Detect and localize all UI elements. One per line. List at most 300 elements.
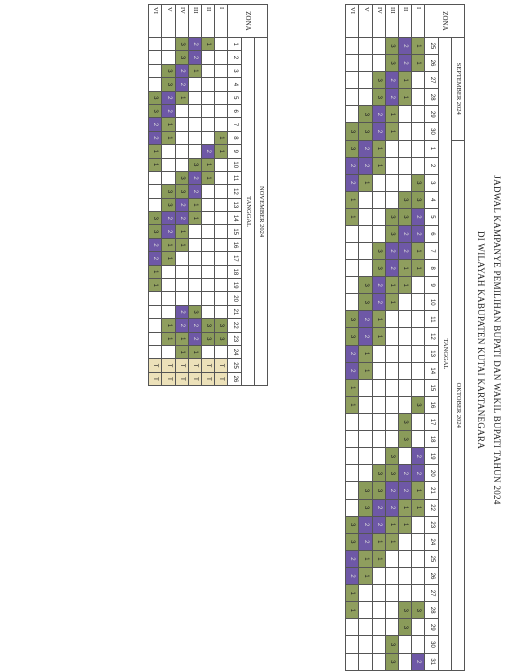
day-header-row (425, 5, 438, 671)
schedule-table-november (148, 4, 268, 386)
schedule-cell (372, 191, 385, 208)
schedule-cell: 1 (188, 212, 201, 225)
schedule-cell (412, 550, 425, 567)
schedule-cell (202, 252, 215, 265)
schedule-cell (399, 448, 412, 465)
schedule-cell (372, 379, 385, 396)
schedule-cell: 1 (346, 208, 359, 225)
schedule-cell: 3 (202, 319, 215, 332)
schedule-cell: 3 (399, 602, 412, 619)
schedule-cell: 1 (188, 64, 201, 77)
zone-row (188, 5, 201, 386)
schedule-cell (372, 345, 385, 362)
schedule-cell (359, 260, 372, 277)
day-header: 22 (425, 499, 438, 516)
day-header: 31 (425, 653, 438, 670)
zone-label: V (162, 5, 175, 38)
zone-row (385, 5, 398, 671)
day-header: 15 (425, 379, 438, 396)
schedule-cell: 1 (162, 238, 175, 251)
day-header: 28 (425, 89, 438, 106)
schedule-cell (162, 51, 175, 64)
schedule-cell (399, 123, 412, 140)
zone-label: I (215, 5, 228, 38)
schedule-cell (372, 362, 385, 379)
schedule-cell: 1 (372, 533, 385, 550)
schedule-cell: 2 (372, 277, 385, 294)
schedule-cell (215, 238, 228, 251)
day-header: 23 (425, 516, 438, 533)
tanggal-header-row (438, 5, 451, 671)
schedule-cell (399, 345, 412, 362)
schedule-cell: 1 (162, 118, 175, 131)
schedule-cell (372, 602, 385, 619)
schedule-cell (399, 106, 412, 123)
schedule-cell (399, 362, 412, 379)
schedule-cell: T (175, 359, 188, 372)
schedule-cell: 2 (385, 482, 398, 499)
schedule-cell (372, 174, 385, 191)
schedule-cell: 1 (372, 140, 385, 157)
schedule-cell (412, 345, 425, 362)
zone-row (162, 5, 175, 386)
schedule-cell (346, 294, 359, 311)
zone-label: III (385, 5, 398, 38)
zone-label: III (188, 5, 201, 38)
schedule-cell: 1 (399, 72, 412, 89)
schedule-cell (385, 345, 398, 362)
schedule-cell: 1 (346, 396, 359, 413)
day-header: 16 (425, 396, 438, 413)
schedule-cell: 3 (385, 225, 398, 242)
schedule-cell: 3 (372, 72, 385, 89)
schedule-cell: 1 (188, 345, 201, 358)
day-header: 12 (425, 328, 438, 345)
schedule-cell (188, 118, 201, 131)
schedule-cell (202, 51, 215, 64)
schedule-cell (412, 123, 425, 140)
day-header: 18 (425, 431, 438, 448)
schedule-cell (412, 106, 425, 123)
schedule-cell (412, 328, 425, 345)
schedule-cell (372, 396, 385, 413)
day-header: 5 (425, 208, 438, 225)
schedule-cell: 2 (399, 37, 412, 54)
schedule-cell (359, 379, 372, 396)
schedule-cell (372, 585, 385, 602)
schedule-cell: 2 (149, 252, 162, 265)
day-header: 2 (228, 51, 241, 64)
schedule-cell: 2 (175, 198, 188, 211)
schedule-cell: 1 (372, 328, 385, 345)
schedule-cell (385, 550, 398, 567)
day-header: 12 (228, 185, 241, 198)
schedule-cell: 3 (399, 208, 412, 225)
schedule-cell: 3 (412, 396, 425, 413)
schedule-cell (399, 568, 412, 585)
day-header: 4 (228, 78, 241, 91)
schedule-cell: 3 (175, 51, 188, 64)
schedule-cell (202, 78, 215, 91)
schedule-cell (372, 431, 385, 448)
schedule-cell (399, 294, 412, 311)
schedule-cell (359, 465, 372, 482)
schedule-cell: 3 (385, 653, 398, 670)
schedule-cell (372, 55, 385, 72)
schedule-cell (399, 379, 412, 396)
schedule-cell (175, 104, 188, 117)
schedule-cell (372, 653, 385, 670)
day-header: 27 (425, 585, 438, 602)
day-header-row (228, 5, 241, 386)
schedule-cell (215, 78, 228, 91)
schedule-cell: 2 (385, 243, 398, 260)
schedule-cell (162, 158, 175, 171)
schedule-cell: 1 (412, 55, 425, 72)
day-header: 11 (425, 311, 438, 328)
schedule-cell (385, 619, 398, 636)
schedule-cell (175, 292, 188, 305)
schedule-cell: 3 (359, 482, 372, 499)
schedule-cell (346, 225, 359, 242)
schedule-cell (149, 345, 162, 358)
schedule-cell: 1 (399, 277, 412, 294)
schedule-cell (412, 619, 425, 636)
schedule-cell (162, 171, 175, 184)
schedule-cell: 3 (188, 305, 201, 318)
schedule-cell: 1 (149, 145, 162, 158)
schedule-cell: 2 (399, 225, 412, 242)
schedule-cell (372, 448, 385, 465)
schedule-cell (412, 294, 425, 311)
schedule-cell (149, 171, 162, 184)
day-header: 1 (425, 140, 438, 157)
schedule-cell: 3 (399, 414, 412, 431)
schedule-cell: 1 (412, 482, 425, 499)
zone-row (175, 5, 188, 386)
schedule-cell: 2 (202, 145, 215, 158)
zone-label: VI (346, 5, 359, 38)
schedule-cell (202, 131, 215, 144)
schedule-cell (359, 191, 372, 208)
schedule-cell: 1 (215, 145, 228, 158)
schedule-cell (215, 38, 228, 51)
zone-row (399, 5, 412, 671)
day-header: 26 (425, 55, 438, 72)
schedule-cell (149, 51, 162, 64)
schedule-cell (346, 260, 359, 277)
zone-row (202, 5, 215, 386)
day-header: 23 (228, 332, 241, 345)
day-header: 8 (228, 131, 241, 144)
schedule-cell: 2 (188, 51, 201, 64)
schedule-cell (412, 533, 425, 550)
schedule-cell (188, 292, 201, 305)
schedule-cell: 1 (359, 345, 372, 362)
schedule-cell (346, 277, 359, 294)
schedule-cell (215, 345, 228, 358)
schedule-cell (162, 265, 175, 278)
schedule-cell: 1 (359, 568, 372, 585)
schedule-cell (399, 533, 412, 550)
schedule-cell (399, 550, 412, 567)
schedule-cell: 3 (346, 140, 359, 157)
schedule-cell (359, 37, 372, 54)
tanggal-header-row (241, 5, 254, 386)
schedule-cell: 2 (372, 499, 385, 516)
schedule-cell (359, 653, 372, 670)
day-header: 10 (228, 158, 241, 171)
schedule-cell: 3 (359, 294, 372, 311)
schedule-cell (149, 292, 162, 305)
schedule-cell (162, 145, 175, 158)
schedule-cell (385, 157, 398, 174)
zone-row (372, 5, 385, 671)
schedule-cell (202, 91, 215, 104)
schedule-cell (215, 91, 228, 104)
day-header: 16 (228, 238, 241, 251)
schedule-cell: 2 (412, 653, 425, 670)
schedule-cell: 3 (359, 123, 372, 140)
schedule-cell: T (162, 359, 175, 372)
schedule-cell: 1 (162, 252, 175, 265)
schedule-cell: 2 (346, 174, 359, 191)
schedule-cell: 1 (202, 158, 215, 171)
schedule-cell: 2 (412, 465, 425, 482)
schedule-cell (359, 208, 372, 225)
day-header: 13 (425, 345, 438, 362)
schedule-cell: 3 (215, 332, 228, 345)
schedule-cell (412, 516, 425, 533)
day-header: 9 (228, 145, 241, 158)
day-header: 3 (228, 64, 241, 77)
schedule-cell (372, 225, 385, 242)
schedule-cell: 1 (175, 332, 188, 345)
schedule-cell (215, 252, 228, 265)
schedule-cell (385, 568, 398, 585)
schedule-table-sept-oct (345, 4, 465, 671)
day-header: 25 (228, 359, 241, 372)
schedule-cell: 1 (162, 319, 175, 332)
schedule-cell (346, 37, 359, 54)
schedule-cell (175, 118, 188, 131)
schedule-cell: 2 (162, 212, 175, 225)
day-header: 29 (425, 106, 438, 123)
schedule-cell: T (215, 372, 228, 385)
schedule-cell (399, 174, 412, 191)
schedule-cell (346, 448, 359, 465)
schedule-cell (385, 328, 398, 345)
schedule-cell: 2 (399, 243, 412, 260)
schedule-cell: T (149, 359, 162, 372)
schedule-cell (399, 585, 412, 602)
schedule-cell: 1 (385, 516, 398, 533)
day-header: 11 (228, 171, 241, 184)
schedule-cell (412, 277, 425, 294)
zone-label: I (412, 5, 425, 38)
month-header: OKTOBER 2024 (451, 140, 464, 670)
zone-row (359, 5, 372, 671)
day-header: 17 (228, 252, 241, 265)
schedule-cell: 2 (412, 225, 425, 242)
day-header: 13 (228, 198, 241, 211)
schedule-cell (346, 636, 359, 653)
month-header-row (254, 5, 267, 386)
schedule-cell (175, 252, 188, 265)
schedule-cell: 3 (412, 174, 425, 191)
day-header: 7 (228, 118, 241, 131)
schedule-cell (149, 185, 162, 198)
schedule-cell (188, 145, 201, 158)
schedule-cell: 1 (175, 91, 188, 104)
schedule-cell (162, 305, 175, 318)
schedule-cell: 1 (385, 533, 398, 550)
schedule-cell (359, 396, 372, 413)
schedule-cell (359, 585, 372, 602)
schedule-cell (188, 78, 201, 91)
schedule-cell (162, 292, 175, 305)
day-header: 4 (425, 191, 438, 208)
schedule-cell (399, 157, 412, 174)
schedule-cell: 1 (372, 550, 385, 567)
schedule-cell (359, 72, 372, 89)
schedule-cell (175, 131, 188, 144)
schedule-cell (162, 38, 175, 51)
schedule-cell: 1 (399, 260, 412, 277)
schedule-cell (215, 118, 228, 131)
schedule-cell (399, 396, 412, 413)
schedule-cell: 2 (188, 38, 201, 51)
schedule-cell: 2 (175, 319, 188, 332)
schedule-cell: 1 (385, 106, 398, 123)
schedule-cell: 3 (162, 198, 175, 211)
schedule-cell: 3 (385, 37, 398, 54)
schedule-cell (202, 64, 215, 77)
schedule-cell (412, 157, 425, 174)
schedule-cell (346, 89, 359, 106)
schedule-cell: 3 (149, 91, 162, 104)
day-header: 29 (425, 619, 438, 636)
schedule-cell: 1 (346, 602, 359, 619)
schedule-cell (399, 311, 412, 328)
month-header: SEPTEMBER 2024 (451, 37, 464, 140)
document-title: JADWAL KAMPANYE PEMILIHAN BUPATI DAN WAKIL BUPATI TAHUN 2024 (492, 175, 502, 505)
schedule-cell: 3 (175, 38, 188, 51)
schedule-cell: 3 (346, 311, 359, 328)
schedule-cell (359, 448, 372, 465)
schedule-cell: 1 (215, 131, 228, 144)
schedule-cell (359, 89, 372, 106)
zona-header: ZONA (425, 5, 465, 38)
schedule-cell (202, 212, 215, 225)
schedule-cell (188, 131, 201, 144)
schedule-cell: 2 (359, 140, 372, 157)
schedule-cell: 1 (412, 243, 425, 260)
schedule-cell: 2 (372, 294, 385, 311)
schedule-cell: 2 (188, 171, 201, 184)
schedule-cell: T (202, 359, 215, 372)
schedule-cell: T (149, 372, 162, 385)
zone-label: II (399, 5, 412, 38)
schedule-cell: 2 (359, 533, 372, 550)
schedule-cell: 3 (149, 212, 162, 225)
schedule-cell: T (215, 359, 228, 372)
schedule-cell: 2 (372, 106, 385, 123)
schedule-cell (188, 238, 201, 251)
schedule-cell: 2 (346, 362, 359, 379)
schedule-cell (372, 636, 385, 653)
day-header: 26 (228, 372, 241, 385)
schedule-cell: 2 (385, 260, 398, 277)
schedule-cell: 3 (359, 277, 372, 294)
schedule-cell: 2 (359, 311, 372, 328)
schedule-cell (188, 252, 201, 265)
day-header: 25 (425, 550, 438, 567)
schedule-cell: 1 (372, 311, 385, 328)
zone-label: II (202, 5, 215, 38)
schedule-cell: T (202, 372, 215, 385)
schedule-cell (385, 379, 398, 396)
day-header: 3 (425, 174, 438, 191)
day-header: 26 (425, 568, 438, 585)
schedule-cell: 1 (175, 225, 188, 238)
schedule-cell: 3 (385, 636, 398, 653)
schedule-cell (175, 158, 188, 171)
schedule-cell: 1 (346, 585, 359, 602)
schedule-cell (372, 414, 385, 431)
day-header: 24 (228, 345, 241, 358)
schedule-cell (346, 106, 359, 123)
zona-header: ZONA (228, 5, 268, 38)
schedule-cell: 2 (385, 499, 398, 516)
day-header: 9 (425, 277, 438, 294)
day-header: 6 (425, 225, 438, 242)
schedule-cell (215, 185, 228, 198)
schedule-cell (412, 89, 425, 106)
day-header: 19 (425, 448, 438, 465)
schedule-cell: 2 (149, 238, 162, 251)
schedule-cell (149, 332, 162, 345)
schedule-cell: 3 (149, 104, 162, 117)
month-header-row (451, 5, 464, 671)
schedule-cell: 2 (162, 225, 175, 238)
schedule-cell (412, 311, 425, 328)
schedule-cell: 2 (372, 123, 385, 140)
schedule-cell (385, 140, 398, 157)
zone-label: IV (372, 5, 385, 38)
schedule-cell (372, 619, 385, 636)
schedule-cell: 1 (188, 198, 201, 211)
schedule-cell: 3 (372, 243, 385, 260)
schedule-cell (346, 414, 359, 431)
schedule-cell (188, 91, 201, 104)
schedule-cell: 3 (162, 78, 175, 91)
schedule-cell (372, 568, 385, 585)
schedule-cell: 1 (385, 294, 398, 311)
schedule-cell (215, 51, 228, 64)
schedule-cell: 1 (359, 362, 372, 379)
schedule-cell (175, 265, 188, 278)
document-subtitle: DI WILAYAH KABUPATEN KUTAI KARTANEGARA (476, 230, 486, 450)
schedule-cell (385, 311, 398, 328)
schedule-cell (346, 72, 359, 89)
schedule-cell (359, 414, 372, 431)
schedule-cell: 2 (412, 208, 425, 225)
schedule-cell (359, 225, 372, 242)
day-header: 30 (425, 636, 438, 653)
schedule-cell (385, 396, 398, 413)
schedule-cell: 2 (399, 55, 412, 72)
